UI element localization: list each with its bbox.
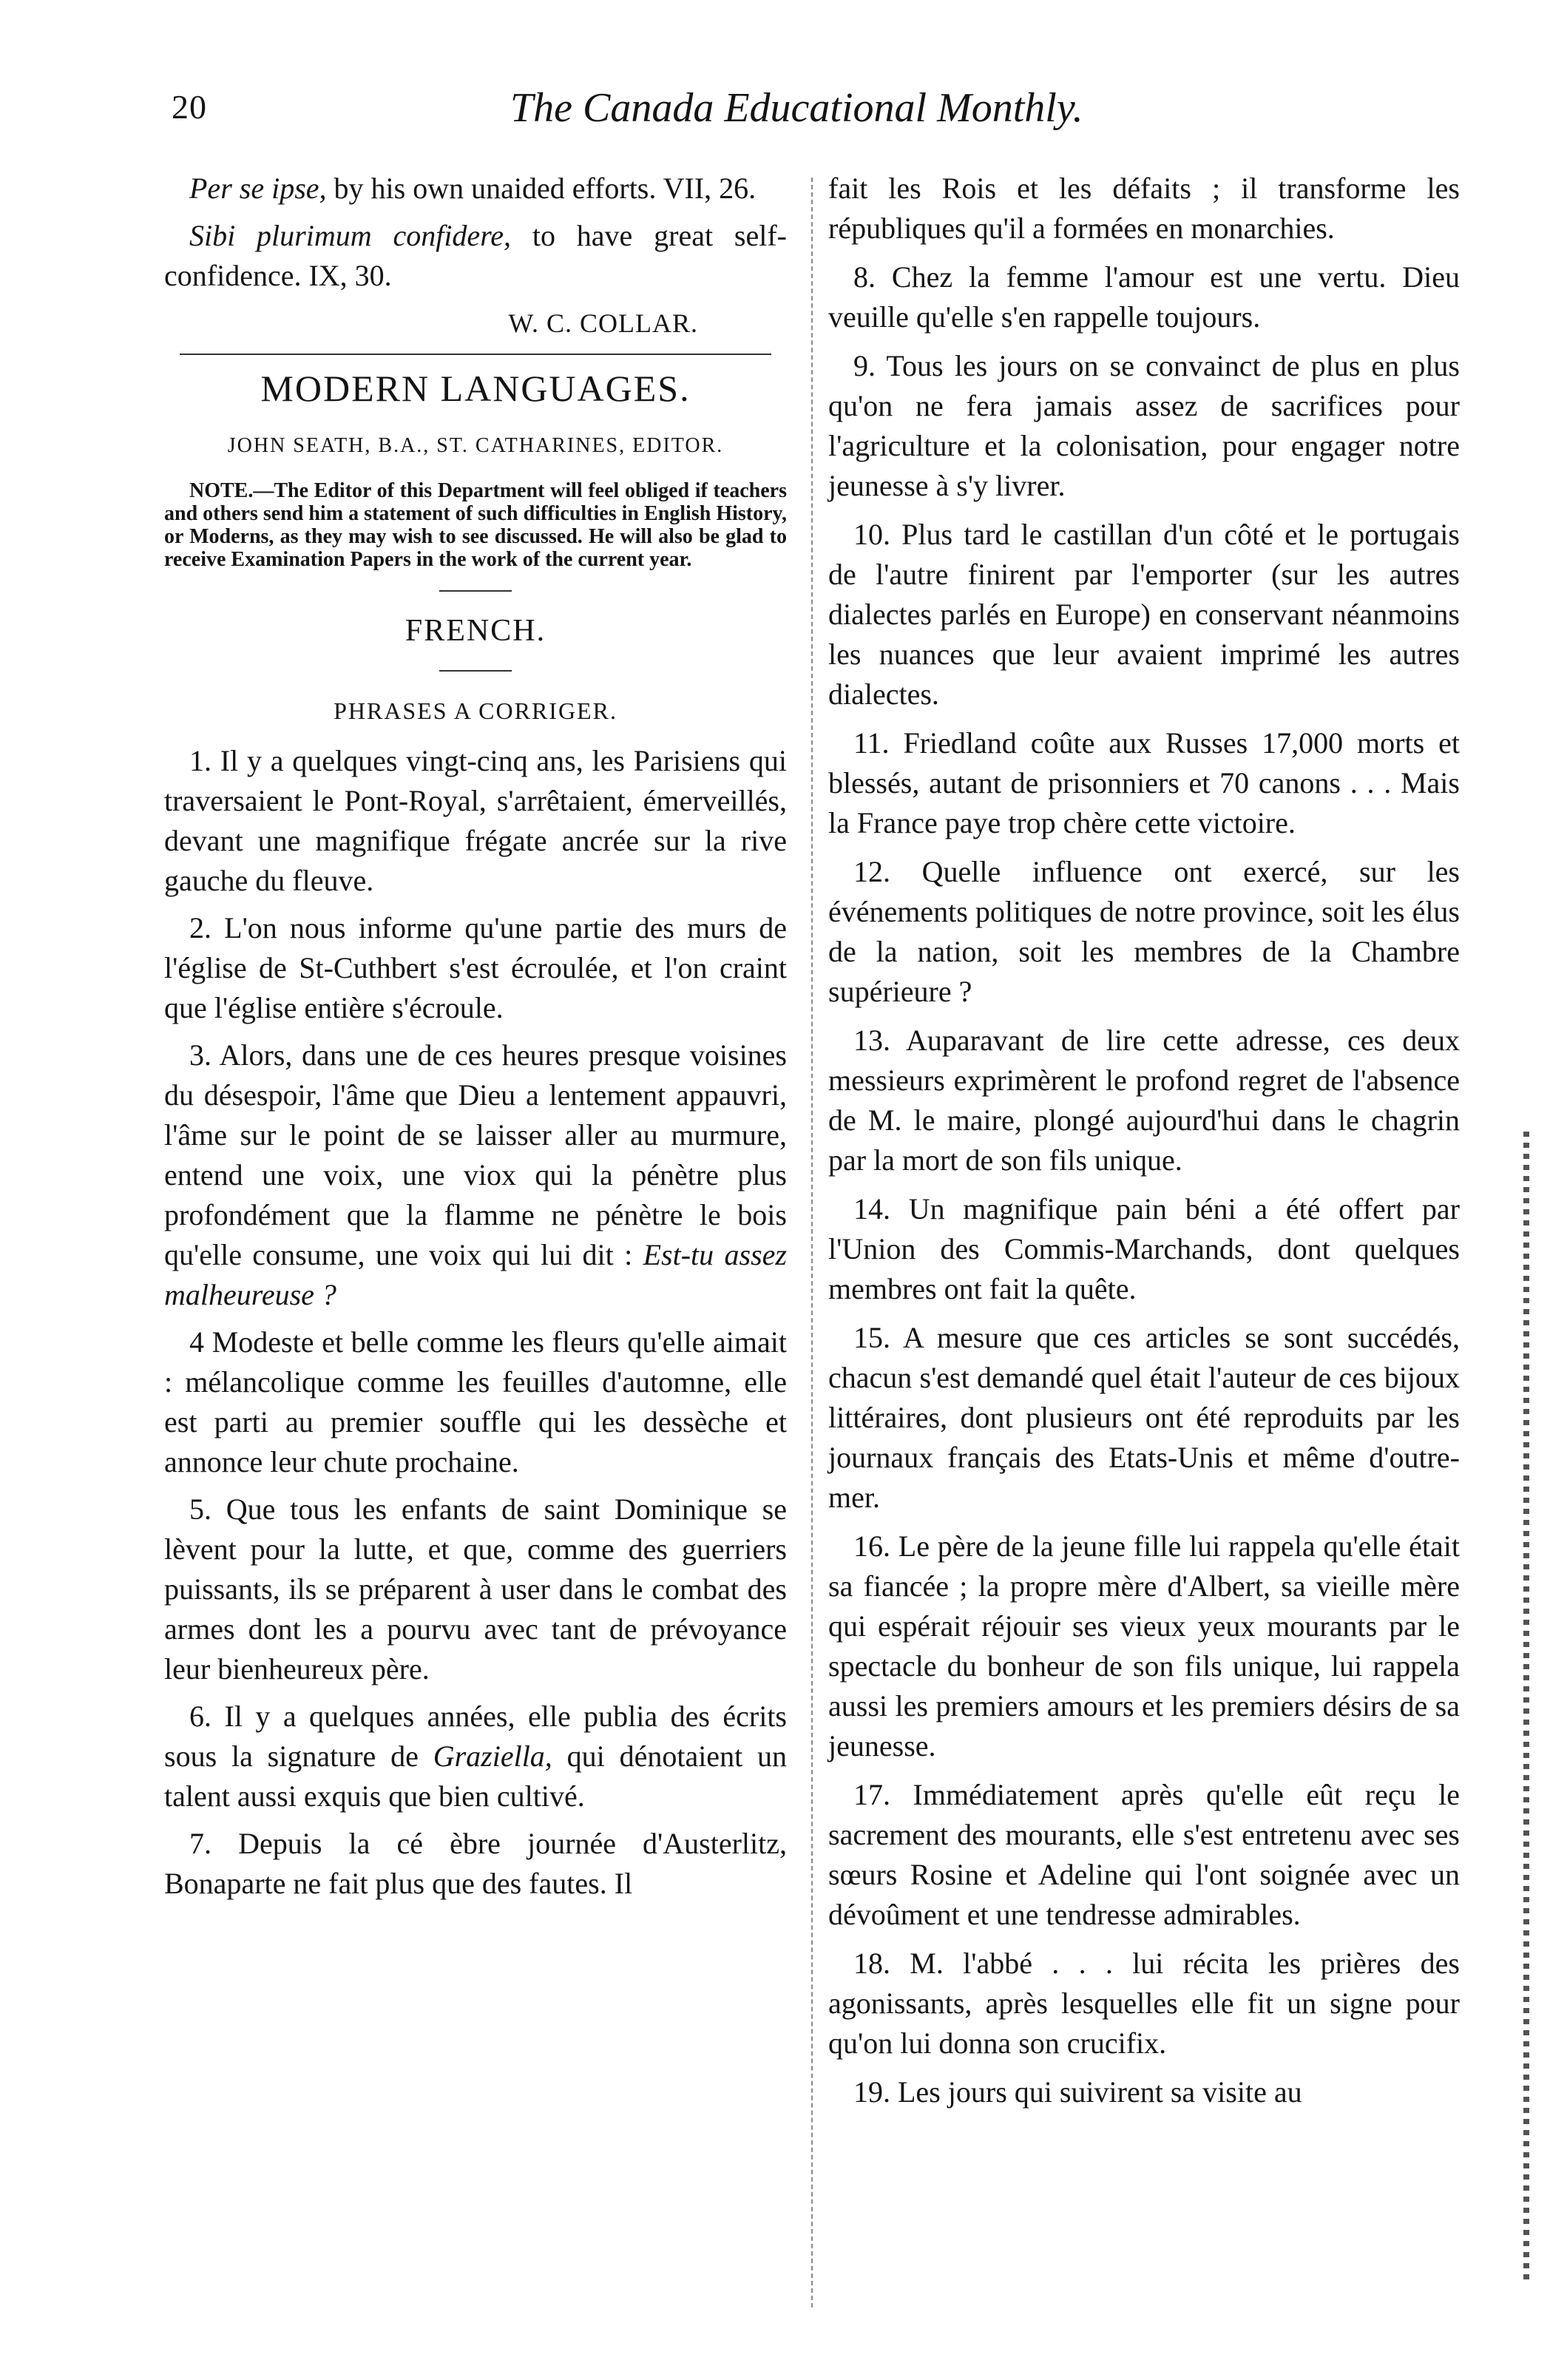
latin-gloss: by his own unaided efforts. VII, 26.: [326, 172, 757, 205]
section-rule: [180, 354, 771, 355]
column-divider: [811, 178, 813, 2308]
item-italic: Est-tu assez malheureuse ?: [164, 1238, 787, 1311]
item-text: 6. Il y a quelques années, elle publia des écrits sous la signature de: [164, 1700, 787, 1773]
exercise-item: 15. A mesure que ces articles se sont succédés, chacun s'est demandé quel était l'auteur de ces bijoux littéraires, dont plusieurs ont été reproduits par les journaux français des Etats-Unis et même d'outre-mer.: [828, 1321, 1460, 1514]
exercise-item: 8. Chez la femme l'amour est une vertu. Dieu veuille qu'elle s'en rappelle toujours.: [828, 260, 1460, 334]
latin-phrase: Per se ipse,: [189, 172, 327, 205]
subsubsection-title: PHRASES A CORRIGER.: [334, 697, 617, 724]
item-text: qui dénotaient un talent aussi exquis que bien cultivé.: [164, 1740, 788, 1813]
editor-note: NOTE.—The Editor of this Department will feel obliged if teachers and others send him a statement of such difficulties in English History, or Moderns, as they may wish to see discussed. He will also be glad to receive Examination Papers in the work of the current year.: [164, 479, 787, 571]
exercise-item: 10. Plus tard le castillan d'un côté et le portugais de l'autre finirent par l'emporter (sur les autres dialectes parlés en Europe) en conservant néanmoins les nuances que leur avaient imprimé les autres dialectes.: [828, 518, 1460, 711]
latin-phrase: Sibi plurimum confidere,: [189, 219, 512, 252]
exercise-item: 19. Les jours qui suivirent sa visite au: [853, 2075, 1302, 2109]
page-edge-scan-artifact: [1523, 1132, 1529, 2285]
exercise-item: 7. Depuis la cé èbre journée d'Austerlitz, Bonaparte ne fait plus que des fautes. Il: [164, 1827, 787, 1900]
exercise-item: 9. Tous les jours on se convainct de plus en plus qu'on ne fera jamais assez de sacrifices pour l'agriculture et la colonisation, pour engager notre jeunesse à s'y livrer.: [828, 349, 1460, 502]
section-title: MODERN LANGUAGES.: [260, 368, 691, 409]
exercise-item: 17. Immédiatement après qu'elle eût reçu le sacrement des mourants, elle s'est entretenu avec ses sœurs Rosine et Adeline qui l'ont soignée avec un dévoûment et une tendresse admirables.: [828, 1778, 1460, 1931]
short-rule: [439, 670, 512, 672]
right-column: [828, 169, 1460, 2121]
exercise-item-continued: fait les Rois et les défaits ; il transforme les républiques qu'il a formées en monarchies.: [828, 172, 1460, 245]
exercise-item: [164, 1697, 787, 1816]
exercise-item: 14. Un magnifique pain béni a été offert par l'Union des Commis-Marchands, dont quelques membres ont fait la quête.: [828, 1192, 1460, 1305]
left-column: [164, 169, 787, 1911]
exercise-item: 11. Friedland coûte aux Russes 17,000 morts et blessés, autant de prisonniers et 70 canons . . . Mais la France paye trop chère cette victoire.: [828, 726, 1460, 839]
editor-line: JOHN SEATH, B.A., ST. CATHARINES, EDITOR.: [227, 434, 724, 457]
author-signature: W. C. COLLAR.: [508, 308, 698, 338]
exercise-item: 18. M. l'abbé . . . lui récita les prières des agonissants, après lesquelles elle fit un signe pour qu'on lui donna son crucifix.: [828, 1947, 1460, 2060]
item-text: 3. Alors, dans une de ces heures presque voisines du désespoir, l'âme que Dieu a lentement appauvri, l'âme sur le point de se laisser aller au murmure, entend une voix, une viox qui la pénètre plus profondément que la flamme ne pénètre le bois qu'elle consume, une voix qui lui dit :: [164, 1038, 787, 1271]
latin-entry: [164, 169, 787, 209]
page-header: [0, 87, 1550, 139]
page-number: 20: [172, 88, 207, 126]
exercise-item: 2. L'on nous informe qu'une partie des murs de l'église de St-Cuthbert s'est écroulée, et l'on craint que l'église entière s'écroule.: [164, 911, 787, 1024]
item-italic: Graziella,: [433, 1740, 552, 1773]
exercise-item: 4 Modeste et belle comme les fleurs qu'elle aimait : mélancolique comme les feuilles d'automne, elle est parti au premier souffle qui les dessèche et annonce leur chute prochaine.: [164, 1325, 787, 1478]
exercise-item: 13. Auparavant de lire cette adresse, ces deux messieurs exprimèrent le profond regret de l'absence de M. le maire, plongé aujourd'hui dans le chagrin par la mort de son fils unique.: [828, 1024, 1460, 1177]
exercise-item: 1. Il y a quelques vingt-cinq ans, les Parisiens qui traversaient le Pont-Royal, s'arrêtaient, émerveillés, devant une magnifique frégate ancrée sur la rive gauche du fleuve.: [164, 744, 787, 897]
subsection-title: FRENCH.: [405, 614, 546, 648]
exercise-item: 16. Le père de la jeune fille lui rappela qu'elle était sa fiancée ; la propre mère d'Albert, sa vieille mère qui espérait réjouir ses vieux yeux mourants par le spectacle du bonheur de son fils unique, lui rappela aussi les premiers amours et les premiers désirs de sa jeunesse.: [828, 1529, 1460, 1762]
exercise-item: 5. Que tous les enfants de saint Dominique se lèvent pour la lutte, et que, comme des guerriers puissants, ils se préparent à user dans le combat des armes dont les a pourvu avec tant de prévoyance leur bienheureux père.: [164, 1492, 787, 1686]
exercise-item: 12. Quelle influence ont exercé, sur les événements politiques de notre province, soit les élus de la nation, soit les membres de la Chambre supérieure ?: [828, 855, 1460, 1008]
exercise-item: [164, 1035, 787, 1315]
running-title: The Canada Educational Monthly.: [510, 85, 1083, 131]
latin-gloss: to have great self-confidence. IX, 30.: [164, 219, 787, 292]
latin-entry: [164, 216, 787, 296]
short-rule: [439, 590, 512, 592]
